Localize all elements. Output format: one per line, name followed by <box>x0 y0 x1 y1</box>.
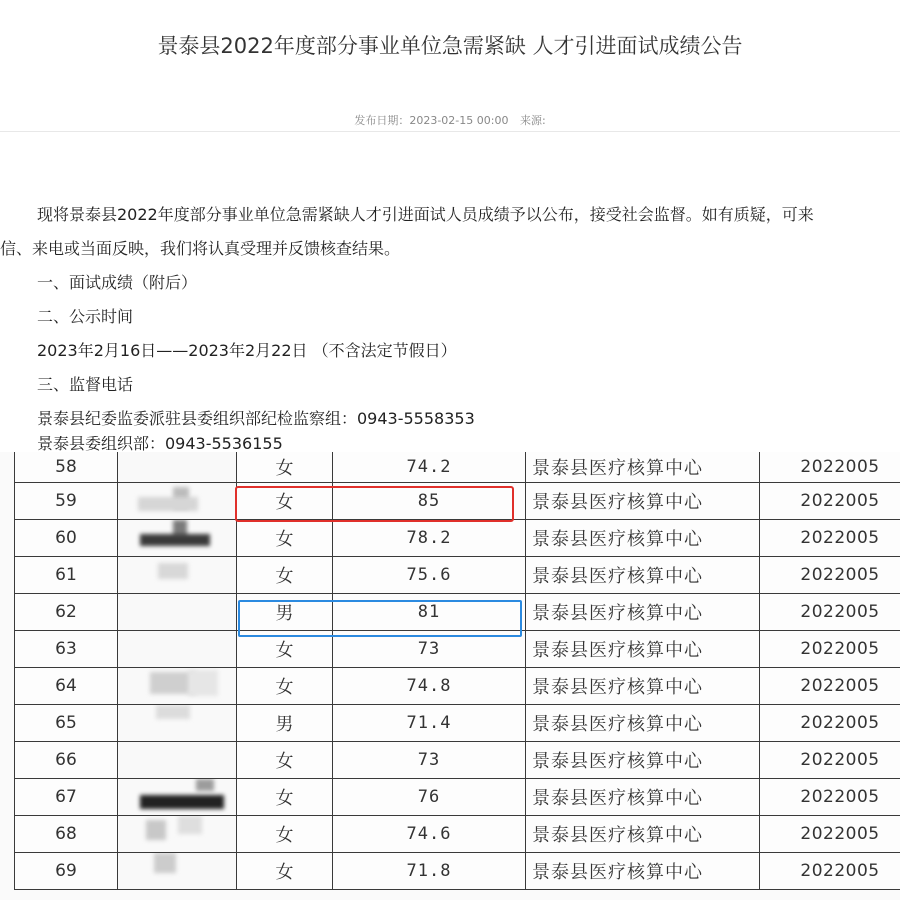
name-redacted <box>118 853 237 890</box>
table-row <box>15 779 900 816</box>
gender-cell: 女 <box>237 853 333 890</box>
table-row <box>15 668 900 705</box>
article-body <box>0 198 900 452</box>
score-cell: 81 <box>333 594 526 631</box>
page-title: 景泰县2022年度部分事业单位急需紧缺 人才引进面试成绩公告 <box>157 34 743 58</box>
gender-cell: 男 <box>237 705 333 742</box>
redaction-blur <box>156 705 190 719</box>
position-code-cell: 2022005 <box>760 520 900 557</box>
supervision-phone-2-clipped <box>0 436 900 452</box>
score-table-photo <box>0 452 900 900</box>
redaction-blur <box>138 497 198 511</box>
redaction-blur <box>140 534 210 546</box>
score-cell: 85 <box>333 483 526 520</box>
position-code-cell: 2022005 <box>760 779 900 816</box>
name-redacted <box>118 557 237 594</box>
publish-date: 发布日期：2023-02-15 00:00 <box>354 114 509 127</box>
unit-cell: 景泰县医疗核算中心 <box>526 668 760 705</box>
score-cell: 74.6 <box>333 816 526 853</box>
gender-cell: 女 <box>237 816 333 853</box>
row-number: 61 <box>15 557 118 594</box>
table-row <box>15 705 900 742</box>
gender-cell: 女 <box>237 668 333 705</box>
gender-cell: 女 <box>237 779 333 816</box>
redaction-blur <box>188 670 218 696</box>
score-cell: 74.2 <box>333 452 526 483</box>
name-redacted <box>118 816 237 853</box>
row-number: 69 <box>15 853 118 890</box>
name-redacted <box>118 742 237 779</box>
unit-cell: 景泰县医疗核算中心 <box>526 557 760 594</box>
row-number: 66 <box>15 742 118 779</box>
row-number: 67 <box>15 779 118 816</box>
unit-cell: 景泰县医疗核算中心 <box>526 742 760 779</box>
gender-cell: 女 <box>237 452 333 483</box>
score-cell: 71.4 <box>333 705 526 742</box>
redaction-blur <box>196 779 214 791</box>
unit-cell: 景泰县医疗核算中心 <box>526 816 760 853</box>
score-cell: 76 <box>333 779 526 816</box>
redaction-blur <box>140 795 224 809</box>
highlight-box-red <box>235 486 514 522</box>
position-code-cell: 2022005 <box>760 452 900 483</box>
position-code-cell: 2022005 <box>760 668 900 705</box>
unit-cell: 景泰县医疗核算中心 <box>526 853 760 890</box>
gender-cell: 男 <box>237 594 333 631</box>
row-number: 62 <box>15 594 118 631</box>
publish-meta <box>0 112 900 128</box>
position-code-cell: 2022005 <box>760 705 900 742</box>
gender-cell: 女 <box>237 483 333 520</box>
row-number: 63 <box>15 631 118 668</box>
table-row <box>15 520 900 557</box>
name-redacted <box>118 631 237 668</box>
row-number: 59 <box>15 483 118 520</box>
redaction-blur <box>146 820 166 840</box>
name-redacted <box>118 520 237 557</box>
highlight-box-blue <box>238 600 522 637</box>
score-cell: 73 <box>333 631 526 668</box>
table-row <box>15 452 900 483</box>
name-redacted <box>118 705 237 742</box>
row-number: 65 <box>15 705 118 742</box>
position-code-cell: 2022005 <box>760 557 900 594</box>
row-number: 64 <box>15 668 118 705</box>
position-code-cell: 2022005 <box>760 853 900 890</box>
row-number: 58 <box>15 452 118 483</box>
table-row <box>15 557 900 594</box>
publicity-dates: 2023年2月16日——2023年2月22日 （不含法定节假日） <box>37 341 457 360</box>
score-cell: 74.8 <box>333 668 526 705</box>
name-redacted <box>118 483 237 520</box>
name-redacted <box>118 594 237 631</box>
redaction-blur <box>154 853 176 873</box>
unit-cell: 景泰县医疗核算中心 <box>526 452 760 483</box>
row-number: 60 <box>15 520 118 557</box>
gender-cell: 女 <box>237 631 333 668</box>
name-redacted <box>118 452 237 483</box>
row-number: 68 <box>15 816 118 853</box>
name-redacted <box>118 779 237 816</box>
unit-cell: 景泰县医疗核算中心 <box>526 705 760 742</box>
redaction-blur <box>158 563 188 579</box>
unit-cell: 景泰县医疗核算中心 <box>526 483 760 520</box>
gender-cell: 女 <box>237 557 333 594</box>
unit-cell: 景泰县医疗核算中心 <box>526 594 760 631</box>
gender-cell: 女 <box>237 742 333 779</box>
source-label: 来源: <box>519 114 546 127</box>
score-cell: 71.8 <box>333 853 526 890</box>
score-cell: 78.2 <box>333 520 526 557</box>
position-code-cell: 2022005 <box>760 816 900 853</box>
section-supervision-phone: 三、监督电话 <box>37 375 134 394</box>
table-row <box>15 816 900 853</box>
redaction-blur <box>178 816 202 834</box>
name-redacted <box>118 668 237 705</box>
position-code-cell: 2022005 <box>760 631 900 668</box>
supervision-phone-2: 景泰县委组织部：0943-5536155 <box>37 436 283 452</box>
score-cell: 73 <box>333 742 526 779</box>
position-code-cell: 2022005 <box>760 594 900 631</box>
unit-cell: 景泰县医疗核算中心 <box>526 631 760 668</box>
table-row <box>15 853 900 890</box>
section-publicity-period: 二、公示时间 <box>37 307 134 326</box>
supervision-phone-1: 景泰县纪委监委派驻县委组织部纪检监察组：0943-5558353 <box>37 409 475 428</box>
unit-cell: 景泰县医疗核算中心 <box>526 520 760 557</box>
paragraph-intro-line1: 现将景泰县2022年度部分事业单位急需紧缺人才引进面试人员成绩予以公布，接受社会监督。如有质疑，可来 <box>37 205 814 224</box>
position-code-cell: 2022005 <box>760 483 900 520</box>
section-interview-scores: 一、面试成绩（附后） <box>37 273 198 292</box>
table-row <box>15 742 900 779</box>
paragraph-intro-line2: 信、来电或当面反映，我们将认真受理并反馈核查结果。 <box>0 239 401 258</box>
unit-cell: 景泰县医疗核算中心 <box>526 779 760 816</box>
score-cell: 75.6 <box>333 557 526 594</box>
gender-cell: 女 <box>237 520 333 557</box>
position-code-cell: 2022005 <box>760 742 900 779</box>
header-divider <box>0 131 900 132</box>
